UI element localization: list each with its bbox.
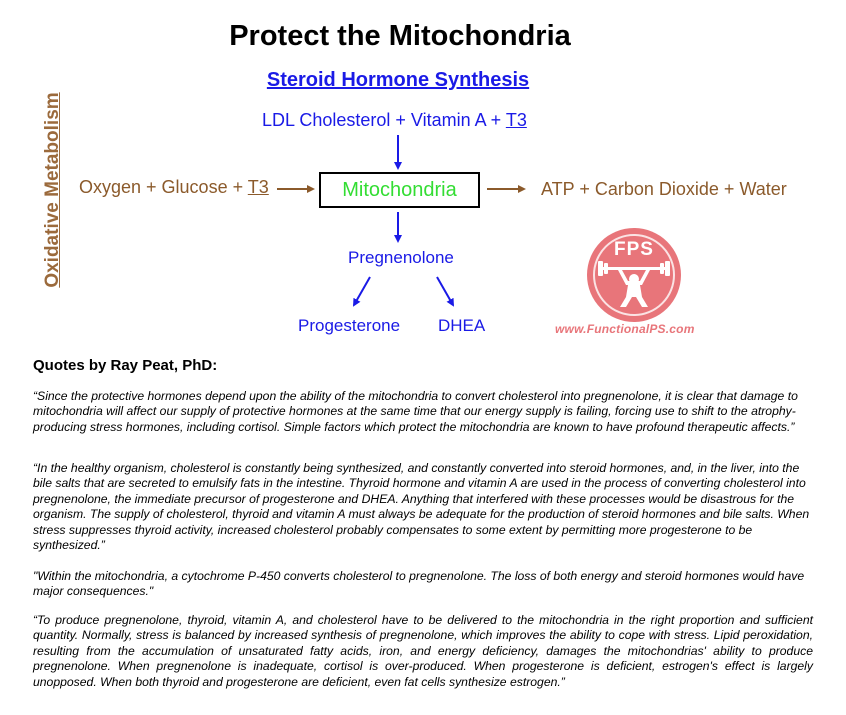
page-title: Protect the Mitochondria — [229, 20, 571, 52]
quotes-heading: Quotes by Ray Peat, PhD: — [33, 357, 218, 374]
mitochondria-box: Mitochondria — [319, 172, 480, 208]
top-input: LDL Cholesterol + Vitamin A + T3 — [262, 110, 527, 130]
arrow-to-progesterone — [354, 277, 370, 305]
quote-1: “Since the protective hormones depend upon the ability of the mitochondria to convert cholesterol into pregnenolone, it is clear that damage to mitochondria will affect our supply of protective hormones at the same time that our energy supply is failing, forcing use to shift to the atrophy-producing stress hormones, including cortisol. Simple factors which protect the mitochondria are known to have profound therapeutic affects.” — [33, 389, 798, 434]
arrow-to-dhea — [437, 277, 453, 305]
progesterone-label: Progesterone — [298, 316, 401, 335]
quote-3: "Within the mitochondria, a cytochrome P-450 converts cholesterol to pregnenolone. The loss of both energy and steroid hormones would have major consequences." — [33, 569, 805, 599]
quote-2: “In the healthy organism, cholesterol is constantly being synthesized, and constantly converted into steroid hormones, and, in the liver, into the bile salts that are secreted to emulsify fats in the intestine. Thyroid hormone and vitamin A are used in the process of converting cholesterol into pregnenolone, the immediate precursor of progesterone and DHEA. Anything that interfered with these processes would be disastrous for the organism. The supply of cholesterol, thyroid and vitamin A must always be adequate for the production of steroid hormones and bile salts. When stress suppresses thyroid activity, increased cholesterol probably compensates to some extent by permitting more progesterone to be synthesized.” — [33, 461, 810, 553]
left-input: Oxygen + Glucose + T3 — [79, 177, 269, 197]
right-output: ATP + Carbon Dioxide + Water — [541, 179, 787, 199]
pregnenolone-label: Pregnenolone — [348, 248, 454, 267]
side-label: Oxidative Metabolism — [42, 92, 63, 288]
diagram-subtitle: Steroid Hormone Synthesis — [266, 69, 530, 91]
fps-logo-text: FPS — [614, 239, 654, 260]
quote-4: “To produce pregnenolone, thyroid, vitamin A, and cholesterol have to be delivered to the mitochondria in the right proportion and sufficient quantity. Normally, stress is balanced by increased synthesis of pregnenolone, which improves the ability to cope with stress. Lipid peroxidation, resulting from the accumulation of unsaturated fatty acids, iron, and energy deficiency, damages the mitochondrias' ability to produce pregnenolone. When pregnenolone is inadequate, cortisol is over-produced. When progesterone is deficient, estrogen's effect is largely unopposed. When both thyroid and progesterone are deficient, even fat cells synthesize estrogen.” — [33, 613, 813, 689]
dhea-label: DHEA — [438, 316, 486, 335]
logo-url: www.FunctionalPS.com — [555, 322, 695, 336]
